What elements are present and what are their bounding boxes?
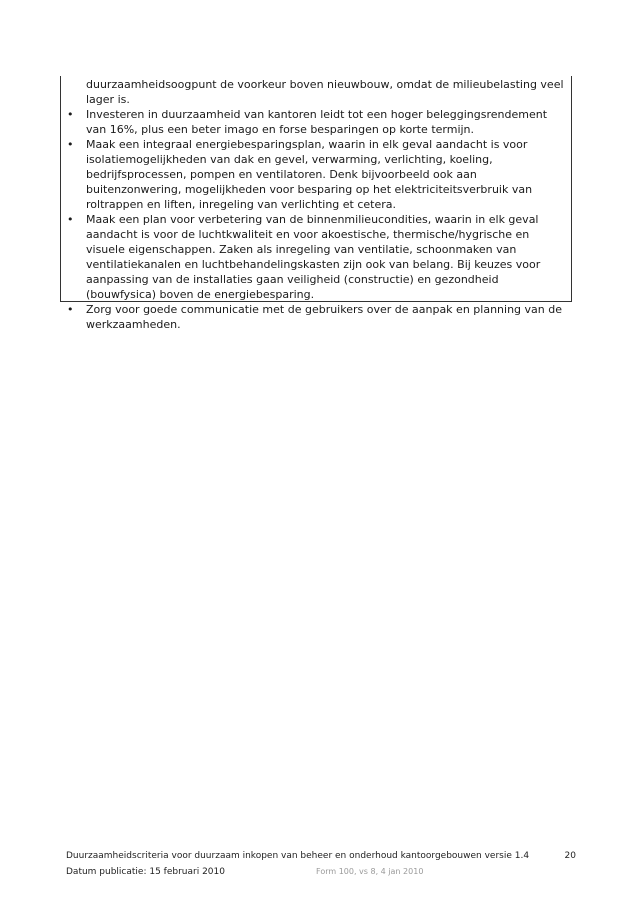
list-item-text: Maak een integraal energiebesparingsplan, waarin in elk geval aandacht is voor isolatiemogelijkheden van dak en gevel, verwarming, verlichting, koeling, bedrijfsprocessen, pompen en ventilatoren. Denk bijvoorbeeld ook aan buitenzonwering, mogelijkheden voor besparing op het elektriciteitsverbruik van roltrappen en liften, inregeling van verlichting et cetera. — [86, 138, 533, 211]
footer-form-version: Form 100, vs 8, 4 jan 2010 — [316, 867, 424, 876]
bullet-list — [64, 107, 568, 332]
list-item — [64, 107, 568, 137]
bullet-icon: • — [67, 303, 74, 316]
list-item-text: Zorg voor goede communicatie met de gebruikers over de aanpak en planning van de werkzaamheden. — [86, 303, 562, 331]
list-item — [64, 137, 568, 212]
bullet-icon: • — [67, 213, 74, 226]
list-item — [64, 212, 568, 302]
bullet-icon: • — [67, 108, 74, 121]
bullet-icon: • — [67, 138, 74, 151]
continued-paragraph: duurzaamheidsoogpunt de voorkeur boven nieuwbouw, omdat de milieubelasting veel lager is. — [86, 78, 564, 106]
page-number: 20 — [564, 851, 576, 861]
list-item — [64, 302, 568, 332]
footer-publication-date: Datum publicatie: 15 februari 2010 — [66, 867, 225, 877]
footer-document-title: Duurzaamheidscriteria voor duurzaam inkopen van beheer en onderhoud kantoorgebouwen versie 1.4 — [66, 851, 530, 861]
list-item-text: Maak een plan voor verbetering van de binnenmilieucondities, waarin in elk geval aandacht is voor de luchtkwaliteit en voor akoestische, thermische/hygrische en visuele eigenschappen. Zaken als inregeling van ventilatie, schoonmaken van ventilatiekanalen en luchtbehandelingskasten zijn ook van belang. Bij keuzes voor aanpassing van de installaties gaan veiligheid (constructie) en gezondheid (bouwfysica) boven de energiebesparing. — [86, 213, 541, 301]
list-item-text: Investeren in duurzaamheid van kantoren leidt tot een hoger beleggingsrendement van 16%, plus een beter imago en forse besparingen op korte termijn. — [86, 108, 548, 136]
